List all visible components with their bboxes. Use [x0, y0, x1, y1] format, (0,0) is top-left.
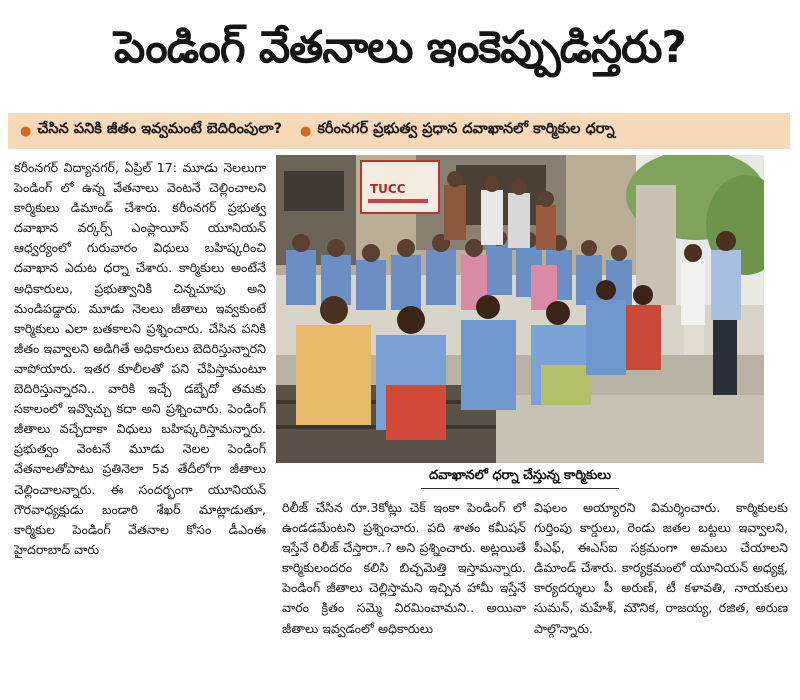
news-photo	[276, 155, 764, 463]
article-column-3	[534, 498, 788, 696]
subheadline-1: చేసిన పనికి జీతం ఇవ్వమంటే బెదిరింపులా?	[37, 121, 282, 137]
banner-text: TUCC	[370, 182, 406, 196]
bullet-icon: ●	[300, 123, 312, 139]
photo-caption-text: దవాఖానలో ధర్నా చేస్తున్న కార్మికులు	[421, 468, 619, 489]
subheadline-2: కరీంనగర్ ప్రభుత్వ ప్రధాన దవాఖానలో కార్మికుల ధర్నా	[317, 121, 615, 137]
subheadline-bar	[8, 113, 790, 149]
photo-caption	[276, 468, 764, 492]
article-column-1	[14, 158, 266, 696]
article-column-2	[282, 498, 526, 696]
article-text-col1: కరీంనగర్ విద్యానగర్, ఏప్రిల్ 17: మూడు నెలలుగా పెండింగ్ లో ఉన్న వేతనాలు వెంటనే చెల్లించాలని కార్మికులు డిమాండ్ చేశారు. కరీంనగర్ ప్రభుత్వ దవాఖాన వర్కర్స్ ఎంప్లాయీస్ యూనియన్ ఆధ్వర్యంలో గురువారం విధులు బహిష్కరించి దవాఖాన ఎదుట ధర్నా చేశారు. కార్మికులు అంటేనే అధికారులు, ప్రభుత్వానికి చిన్నచూపు అని మండిపడ్డారు. మూడు నెలలు జీతాలు ఇవ్వకుంటే కార్మికులు ఎలా బతకాలని ప్రశ్నించారు. చేసిన పనికి జీతం ఇవ్వాలని అడిగితే అధికారులు బెదిరిస్తున్నారని వాపోయారు. ఇతర కూలీలతో పని చేపిస్తామంటూ బెదిరిస్తున్నారని.. వారికి ఇచ్చే డబ్బేదో తమకు సకాలంలో ఇవ్వొచ్చు కదా అని ప్రశ్నించారు. పెండింగ్ జీతాలు వచ్చేదాకా విధులు బహిష్కరిస్తామన్నారు. ప్రభుత్వం వెంటనే మూడు నెలల పెండింగ్ వేతనాలతోపాటు ప్రతినెలా 5వ తేదీలోగా జీతాలు చెల్లించాలన్నారు. ఈ సందర్భంగా యూనియన్ గౌరవాధ్యక్షుడు బండారి శేఖర్ మాట్లాడుతూ, కార్మికుల పెండింగ్ వేతనాల కోసం డీఎంఈ హైదరాబాద్ వారు	[14, 160, 266, 557]
article-text-col3: విఫలం అయ్యారని విమర్శించారు. కార్మికులకు గుర్తింపు కార్డులు, రెండు జతల బట్టలు ఇవ్వాలని, పీఎఫ్, ఈఎస్ఐ సక్రమంగా అమలు చేయాలని డిమాండ్ చేశారు. కార్యక్రమంలో యూనియన్ అధ్యక్ష, కార్యదర్శులు పీ అరుణ్, టీ కళావతి, నాయకులు సుమన్, మహేశ్, మౌనిక, రాజయ్య, రజిత, అరుణ పాల్గొన్నారు.	[534, 500, 788, 636]
article-text-col2: రిలీజ్ చేసిన రూ.3కోట్లు చెక్ ఇంకా పెండింగ్ లో ఉండడమేంటని ప్రశ్నించారు. పది శాతం కమీషన్ ఇస్తేనే రిలీజ్ చేస్తారా..? అని ప్రశ్నించారు. అట్లయితే కార్మికులందరం కలిసి బిచ్చమెత్తి ఇస్తామన్నారు. పెండింగ్ జీతాలు చెల్లిస్తామని ఇచ్చిన హామీ ఇస్తేనే వారం క్రితం సమ్మె విరమించామని.. అయినా జీతాలు ఇవ్వడంలో అధికారులు	[282, 500, 526, 636]
headline: పెండింగ్ వేతనాలు ఇంకెప్పుడిస్తరు?	[114, 22, 686, 73]
bullet-icon: ●	[20, 123, 32, 139]
